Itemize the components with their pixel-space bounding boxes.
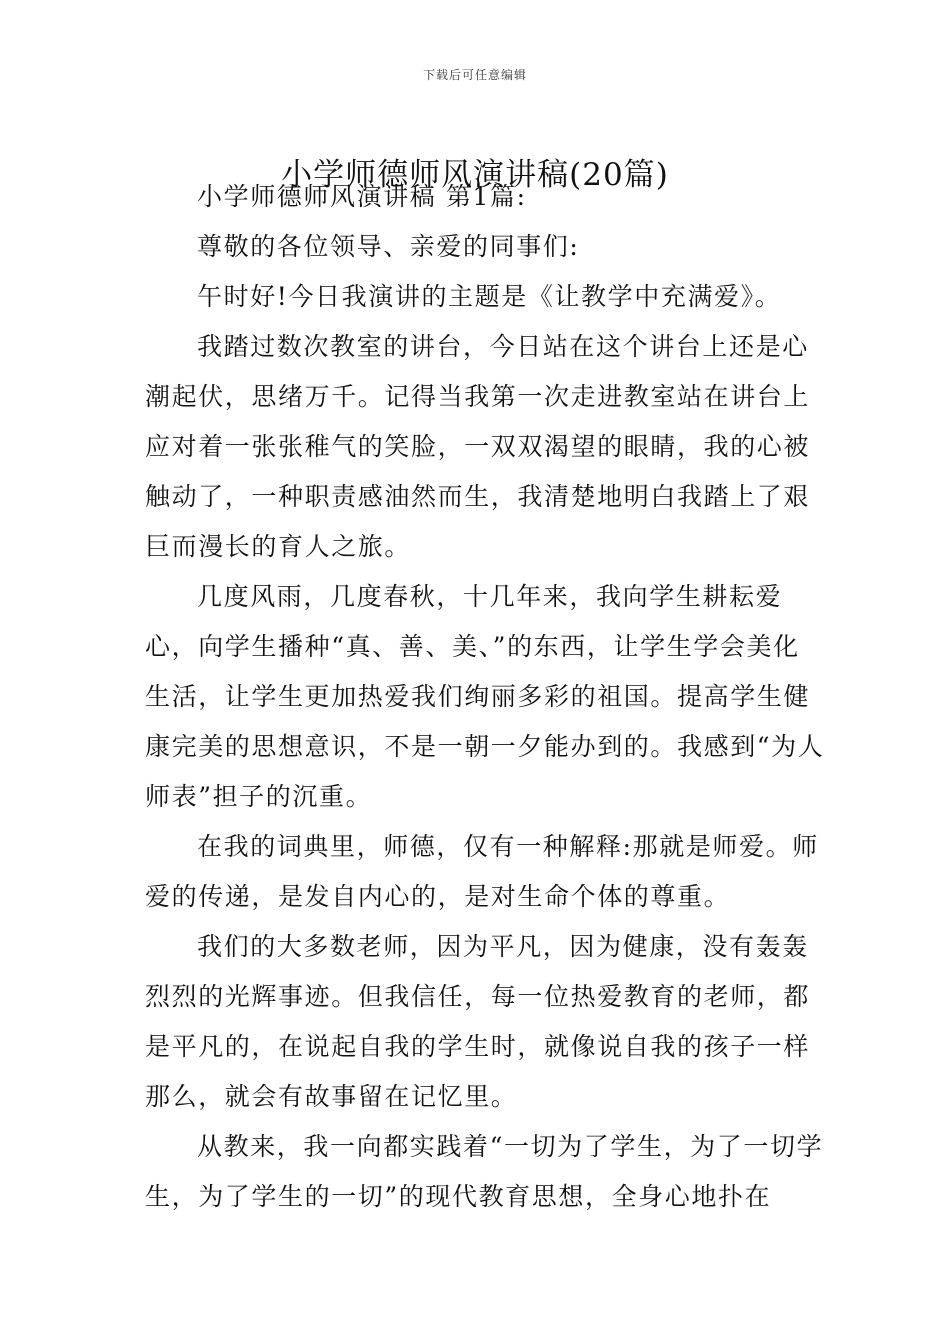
paragraph-body: 从教来，我一向都实践着“一切为了学生，为了一切学生，为了学生的一切”的现代教育思想，全身心地扑在 (145, 1132, 824, 1211)
header-note: 下载后可任意编辑 (422, 68, 527, 82)
document-title: 小学师德师风演讲稿(20篇) (281, 156, 669, 193)
paragraph-body: 几度风雨，几度春秋，十几年来，我向学生耕耘爱心，向学生播种“真、善、美、”的东西，让学生学会美化生活，让学生更加热爱我们绚丽多彩的祖国。提高学生健康完美的思想意识，不是一朝一夕能办到的。我感到“为人师表”担子的沉重。 (145, 582, 825, 811)
paragraph-greeting: 午时好!今日我演讲的主题是《让教学中充满爱》。 (197, 282, 782, 311)
paragraph-body: 我们的大多数老师，因为平凡，因为健康，没有轰轰烈烈的光辉事迹。但我信任，每一位热爱教育的老师，都是平凡的，在说起自我的学生时，就像说自我的孩子一样那么，就会有故事留在记忆里。 (145, 932, 811, 1111)
paragraph-speech-heading: 小学师德师风演讲稿 第1篇: (197, 182, 527, 211)
paragraph-salutation: 尊敬的各位领导、亲爱的同事们: (197, 232, 580, 261)
paragraph-body: 在我的词典里，师德，仅有一种解释:那就是师爱。师爱的传递，是发自内心的，是对生命个体的尊重。 (145, 832, 819, 911)
document-body (145, 172, 825, 1222)
paragraph-body: 我踏过数次教室的讲台，今日站在这个讲台上还是心潮起伏，思绪万千。记得当我第一次走进教室站在讲台上应对着一张张稚气的笑脸，一双双渴望的眼睛，我的心被触动了，一种职责感油然而生，我清楚地明白我踏上了艰巨而漫长的育人之旅。 (145, 332, 811, 561)
